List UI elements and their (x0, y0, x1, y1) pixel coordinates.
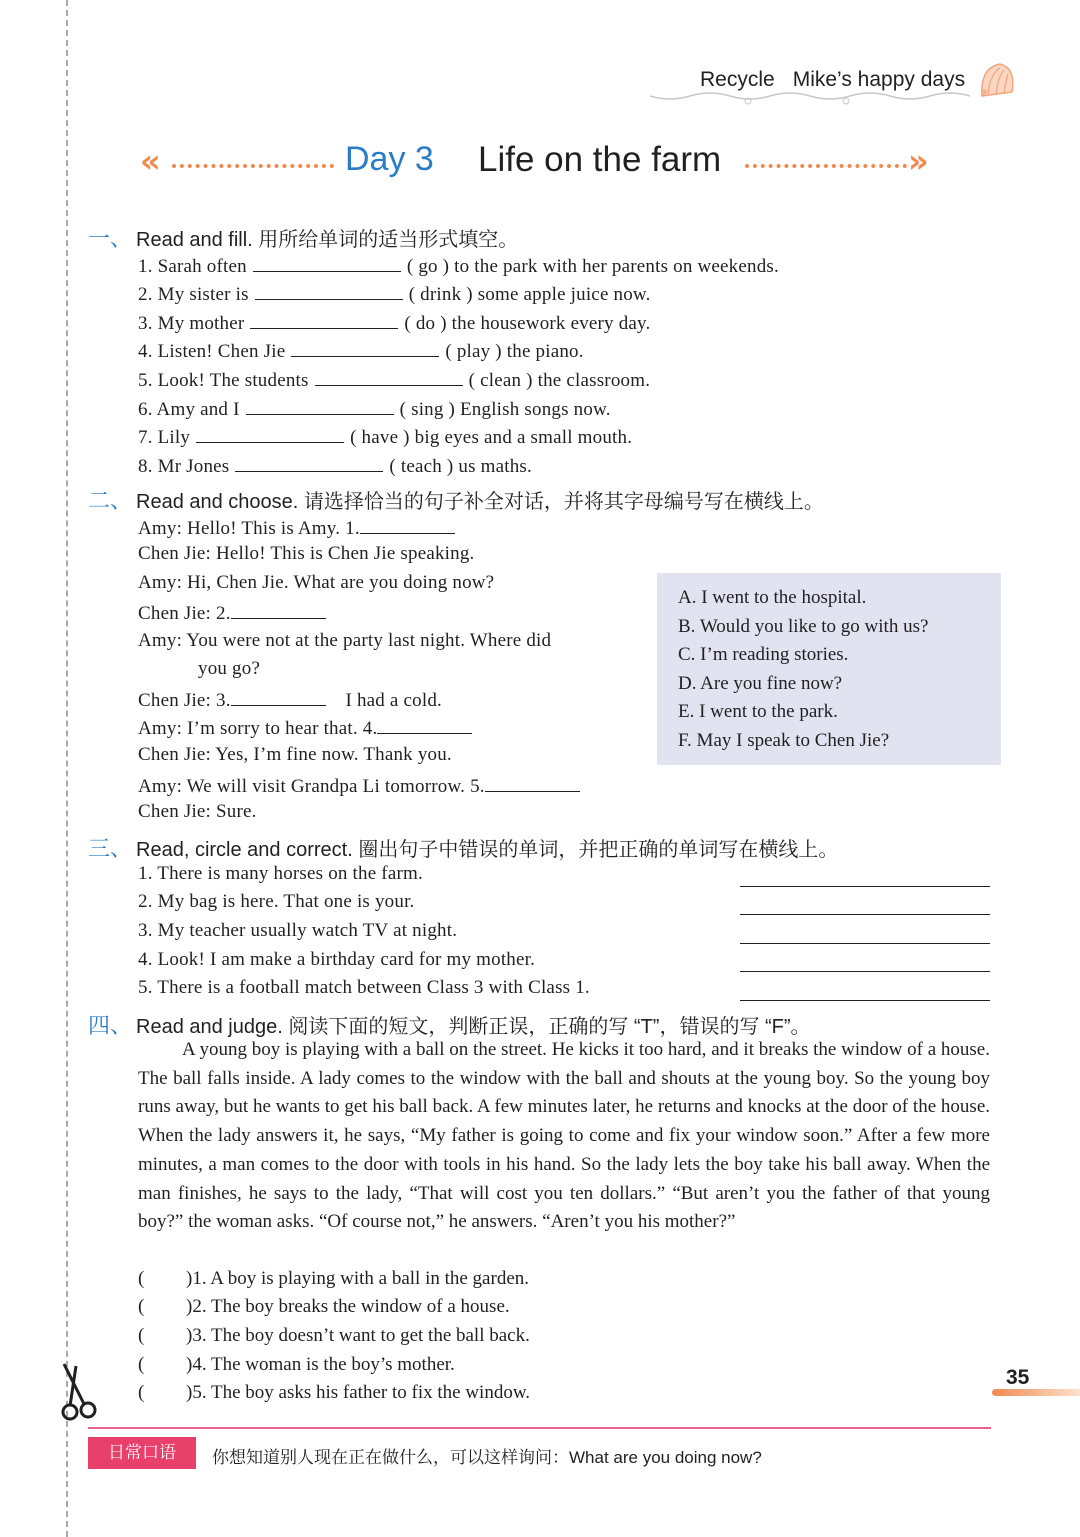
section-number: 二、 (88, 489, 133, 514)
section-title: Read and fill. 用所给单词的适当形式填空。 (136, 229, 519, 251)
header-wave-decoration (650, 90, 970, 108)
correct-item: 4. Look! I am make a birthday card for my mother. (138, 949, 536, 970)
page-number: 35 (1006, 1366, 1030, 1389)
day-title-bar (140, 138, 940, 188)
cut-line (66, 0, 68, 1537)
answer-blank[interactable] (196, 424, 344, 443)
day-title: Life on the farm (478, 140, 722, 179)
answer-blank[interactable] (231, 600, 326, 619)
fill-item (138, 396, 611, 421)
dialogue-text: Amy: Hello! This is Amy. (138, 518, 341, 539)
judge-item (138, 1325, 530, 1347)
judge-text: )1. A boy is playing with a ball in the garden. (186, 1268, 530, 1289)
answer-blank[interactable] (377, 715, 472, 734)
fill-item (138, 424, 632, 449)
dialogue-line (138, 543, 475, 565)
answer-line[interactable] (740, 914, 990, 915)
correct-item: 3. My teacher usually watch TV at night. (138, 920, 458, 941)
options-box (657, 573, 1001, 765)
dialogue-text: Amy: Hi, Chen Jie. What are you doing now? (138, 572, 495, 593)
answer-blank[interactable] (255, 281, 403, 300)
dialogue-text: Amy: We will visit Grandpa Li tomorrow. (138, 776, 466, 797)
blank-number: 2. (216, 603, 231, 624)
footer-text: 你想知道别人现在正在做什么，可以这样询问：What are you doing now? (212, 1448, 762, 1467)
dotted-rule-right (745, 164, 907, 168)
option-f: F. May I speak to Chen Jie? (678, 730, 890, 751)
correct-item: 2. My bag is here. That one is your. (138, 891, 415, 912)
judge-item (138, 1354, 455, 1376)
dialogue-text: Chen Jie: (138, 603, 212, 624)
fill-item-suffix: ( drink ) some apple juice now. (408, 284, 651, 305)
fill-item (138, 453, 532, 478)
judge-text: )2. The boy breaks the window of a house. (186, 1296, 510, 1317)
blank-number: 3. (216, 690, 231, 711)
answer-blank[interactable] (315, 367, 463, 386)
answer-blank[interactable] (485, 773, 580, 792)
answer-blank[interactable] (246, 396, 394, 415)
fill-item (138, 338, 584, 363)
judge-item (138, 1268, 529, 1290)
dialogue-line (138, 600, 326, 625)
answer-line[interactable] (740, 1000, 990, 1001)
dialogue-line (138, 515, 455, 540)
answer-blank[interactable] (253, 253, 401, 272)
judge-paren[interactable]: ( (138, 1325, 145, 1346)
dialogue-line (138, 630, 551, 652)
fill-item-suffix: ( go ) to the park with her parents on weekends. (406, 256, 779, 277)
scissors-icon (56, 1362, 104, 1424)
judge-paren[interactable]: ( (138, 1354, 145, 1375)
dotted-rule-left (172, 164, 334, 168)
fill-item (138, 253, 779, 278)
fill-item (138, 310, 650, 335)
answer-line[interactable] (740, 886, 990, 887)
option-e: E. I went to the park. (678, 701, 838, 722)
fill-item-suffix: ( play ) the piano. (445, 341, 584, 362)
fill-item-prefix: 8. Mr Jones (138, 456, 230, 477)
dialogue-text: you go? (198, 658, 261, 679)
fill-item-prefix: 4. Listen! Chen Jie (138, 341, 286, 362)
judge-paren[interactable]: ( (138, 1382, 145, 1403)
dialogue-line (138, 744, 452, 766)
dialogue-text: Chen Jie: Hello! This is Chen Jie speaking. (138, 543, 475, 564)
blank-number: 4. (362, 718, 378, 739)
option-a: A. I went to the hospital. (678, 587, 867, 608)
section-number: 一、 (88, 227, 133, 252)
judge-text: )4. The woman is the boy’s mother. (186, 1354, 455, 1375)
fill-item-prefix: 1. Sarah often (138, 256, 247, 277)
fill-item-prefix: 7. Lily (138, 427, 191, 448)
dialogue-text: Chen Jie: Yes, I’m fine now. Thank you. (138, 744, 452, 765)
judge-paren[interactable]: ( (138, 1296, 145, 1317)
answer-blank[interactable] (231, 687, 326, 706)
dialogue-text-after: I had a cold. (345, 690, 442, 711)
fill-item-suffix: ( sing ) English songs now. (399, 399, 611, 420)
double-chevron-right-icon: » (908, 142, 929, 180)
dialogue-line (138, 773, 580, 798)
footer-tag: 日常口语 (88, 1437, 196, 1469)
passage-text: A young boy is playing with a ball on the street. He kicks it too hard, and it breaks the window of a house. The ball falls inside. A lady comes to the window with the ball and shouts at the young boy. So the young boy runs away, but he wants to get his ball back. A few minutes later, he returns and knocks at the door of the house. When the lady answers it, he says, “My father is going to come and fix your window soon.” After a few more minutes, a man comes to the door with tools in his hand. So the lady lets the boy take his ball away. When the man finishes, he says to the lady, “That will cost you ten dollars.” “But aren’t you the father of that young boy?” the woman asks. “Of course not,” he answers. “Aren’t you his mother?” (138, 1039, 990, 1233)
fill-item-suffix: ( teach ) us maths. (389, 456, 532, 477)
option-c: C. I’m reading stories. (678, 644, 849, 665)
unit-label: Recycle (700, 68, 775, 91)
fill-item (138, 367, 650, 392)
section-title: Read and judge. 阅读下面的短文，判断正误，正确的写 “T”，错误的写 “F”。 (136, 1016, 811, 1038)
fill-item-suffix: ( do ) the housework every day. (404, 313, 651, 334)
fill-item-suffix: ( clean ) the classroom. (468, 370, 651, 391)
dialogue-line (138, 687, 442, 712)
reading-passage (138, 1036, 990, 1237)
day-label: Day 3 (345, 140, 434, 178)
fill-item-prefix: 3. My mother (138, 313, 245, 334)
section-number: 三、 (88, 837, 133, 862)
fill-item-prefix: 2. My sister is (138, 284, 249, 305)
answer-line[interactable] (740, 971, 990, 972)
fill-item-prefix: 5. Look! The students (138, 370, 309, 391)
running-header (700, 68, 965, 92)
footer-rule (88, 1427, 991, 1429)
section-1-heading (88, 222, 518, 253)
dialogue-line (138, 715, 472, 740)
section-title: Read and choose. 请选择恰当的句子补全对话，并将其字母编号写在横线上。 (136, 491, 824, 513)
double-chevron-left-icon: « (140, 142, 161, 180)
section-number: 四、 (88, 1014, 133, 1039)
dialogue-text: Chen Jie: (138, 690, 212, 711)
section-2-heading (88, 484, 824, 515)
judge-paren[interactable]: ( (138, 1268, 145, 1289)
dialogue-line (138, 801, 257, 823)
dialogue-text: Amy: I’m sorry to hear that. (138, 718, 358, 739)
fill-item-suffix: ( have ) big eyes and a small mouth. (350, 427, 633, 448)
answer-line[interactable] (740, 943, 990, 944)
dialogue-line (138, 572, 494, 594)
judge-text: )5. The boy asks his father to fix the window. (186, 1382, 531, 1403)
shell-icon (976, 58, 1018, 104)
section-title: Read, circle and correct. 圈出句子中错误的单词，并把正确的单词写在横线上。 (136, 839, 839, 861)
answer-blank[interactable] (250, 310, 398, 329)
fill-item (138, 281, 651, 306)
option-b: B. Would you like to go with us? (678, 616, 929, 637)
answer-blank[interactable] (235, 453, 383, 472)
answer-blank[interactable] (360, 515, 455, 534)
option-d: D. Are you fine now? (678, 673, 843, 694)
fill-item-prefix: 6. Amy and I (138, 399, 240, 420)
correct-item: 1. There is many horses on the farm. (138, 863, 423, 884)
dialogue-line (198, 658, 260, 680)
judge-text: )3. The boy doesn’t want to get the ball back. (186, 1325, 530, 1346)
unit-title: Mike’s happy days (792, 68, 966, 91)
judge-item (138, 1382, 530, 1404)
answer-blank[interactable] (291, 338, 439, 357)
correct-item: 5. There is a football match between Class 3 with Class 1. (138, 977, 590, 998)
blank-number: 1. (345, 518, 360, 539)
section-3-heading (88, 832, 838, 863)
page-number-bar (992, 1389, 1080, 1396)
judge-item (138, 1296, 510, 1318)
blank-number: 5. (470, 776, 485, 797)
dialogue-text: Amy: You were not at the party last night. Where did (138, 630, 552, 651)
dialogue-text: Chen Jie: Sure. (138, 801, 257, 822)
